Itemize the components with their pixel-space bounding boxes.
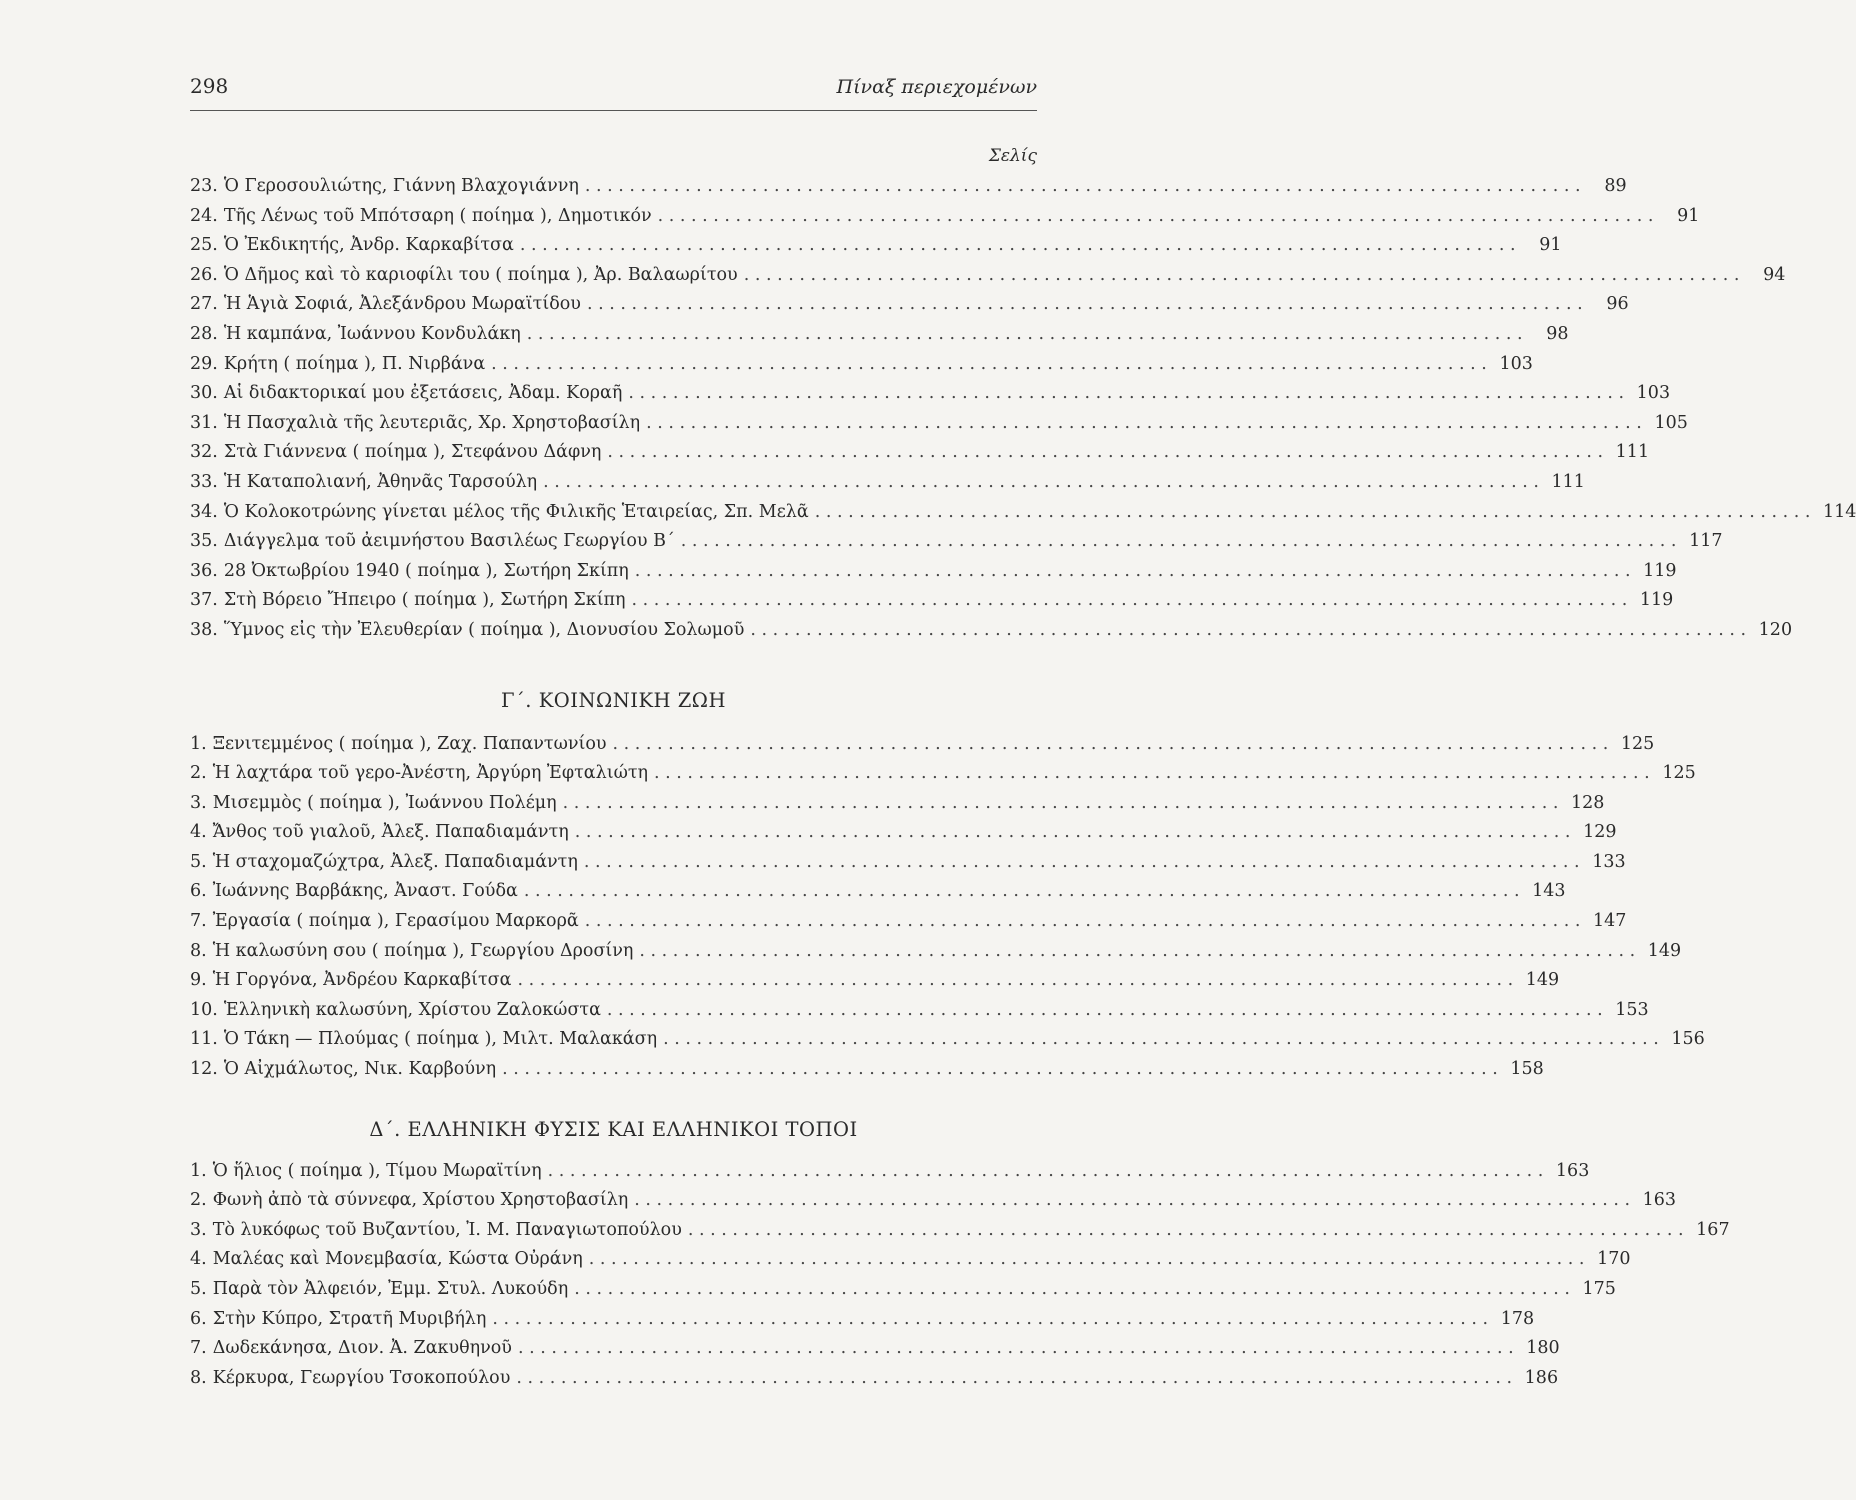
toc-entry: [190, 848, 1626, 878]
entry-number: 5.: [190, 1279, 207, 1299]
entry-page: 149: [1647, 940, 1682, 961]
entry-title: Ὕμνος εἰς τὴν Ἐλευθερίαν ( ποίημα ), Διονυσίου Σολωμοῦ: [223, 619, 745, 640]
entry-title: Ὁ ἥλιος ( ποίημα ), Τίμου Μωραϊτίνη: [212, 1160, 542, 1181]
dot-leader: [607, 996, 1603, 1026]
entry-number: 4.: [190, 1249, 207, 1270]
table-of-contents: [190, 140, 1856, 1393]
entry-title: Ἐργασία ( ποίημα ), Γερασίμου Μαρκορᾶ: [212, 911, 579, 932]
entry-number: 7.: [190, 911, 207, 932]
entry-page: 163: [1555, 1160, 1590, 1181]
dot-leader: [518, 1334, 1514, 1364]
entry-page: 156: [1671, 1029, 1705, 1050]
dot-leader: [744, 261, 1740, 291]
dot-leader: [589, 1245, 1585, 1275]
entry-title: Κέρκυρα, Γεωργίου Τσοκοπούλου: [212, 1367, 511, 1388]
dot-leader: [491, 350, 1487, 380]
entry-title: Τῆς Λένως τοῦ Μπότσαρη ( ποίημα ), Δημοτικόν: [223, 205, 652, 226]
entry-page: 89: [1604, 176, 1627, 196]
entry-page: 153: [1615, 999, 1649, 1020]
entry-title: Κρήτη ( ποίημα ), Π. Νιρβάνα: [223, 353, 486, 374]
toc-entry: [190, 261, 1786, 291]
entry-number: 11.: [190, 1029, 218, 1050]
entry-title: Ὁ Γεροσουλιώτης, Γιάννη Βλαχογιάννη: [223, 176, 579, 196]
dot-leader: [815, 498, 1811, 528]
toc-entry: [190, 907, 1627, 937]
toc-entry: [190, 877, 1566, 907]
dot-leader: [681, 527, 1677, 557]
entry-number: 1.: [190, 1160, 207, 1181]
entry-number: 7.: [190, 1338, 207, 1359]
toc-entry: [190, 616, 1793, 646]
entry-number: 31.: [190, 412, 218, 433]
dot-leader: [543, 468, 1539, 498]
page-column-label: Σελίς: [988, 146, 1037, 166]
entry-number: 2.: [190, 1190, 207, 1211]
entry-title: Παρὰ τὸν Ἀλφειόν, Ἐμμ. Στυλ. Λυκούδη: [212, 1279, 569, 1299]
entry-page: 178: [1500, 1308, 1535, 1329]
toc-entry: [190, 730, 1655, 760]
entry-number: 4.: [190, 822, 207, 843]
entry-title: Μισεμμὸς ( ποίημα ), Ἰωάννου Πολέμη: [212, 792, 557, 813]
toc-entry: [190, 172, 1627, 202]
dot-leader: [654, 759, 1650, 789]
toc-entry: [190, 290, 1629, 320]
entry-number: 2.: [190, 763, 207, 784]
entry-number: 25.: [190, 235, 218, 256]
entry-page: 117: [1689, 531, 1723, 552]
running-title: Πίναξ περιεχομένων: [836, 76, 1037, 98]
entry-title: Ἑλληνικὴ καλωσύνη, Χρίστου Ζαλοκώστα: [223, 999, 601, 1020]
entry-number: 12.: [190, 1059, 218, 1080]
entry-page: 158: [1510, 1059, 1544, 1080]
entry-page: 119: [1643, 560, 1677, 581]
entry-number: 38.: [190, 619, 218, 640]
toc-entry: [190, 350, 1533, 380]
entry-number: 9.: [190, 970, 207, 991]
entry-number: 5.: [190, 851, 207, 872]
entry-title: Ἡ Πασχαλιὰ τῆς λευτεριᾶς, Χρ. Χρηστοβασίλη: [223, 412, 641, 433]
entry-page: 128: [1570, 792, 1605, 813]
dot-leader: [516, 1364, 1512, 1394]
toc-entry: [190, 1055, 1544, 1085]
dot-leader: [635, 557, 1631, 587]
dot-leader: [574, 1275, 1570, 1305]
entry-number: 27.: [190, 294, 218, 315]
toc-entry: [190, 498, 1856, 528]
toc-entry: [190, 1364, 1559, 1394]
dot-leader: [607, 438, 1603, 468]
entry-number: 37.: [190, 590, 218, 611]
toc-entry: [190, 1334, 1560, 1364]
entry-page: 120: [1758, 619, 1793, 640]
toc-entry: [190, 1186, 1677, 1216]
dot-leader: [658, 202, 1654, 232]
toc-entry: [190, 557, 1677, 587]
entry-title: Αἱ διδακτορικαί μου ἐξετάσεις, Ἀδαμ. Κοραῆ: [223, 383, 623, 404]
dot-leader: [584, 848, 1580, 878]
entry-number: 6.: [190, 1308, 207, 1329]
entry-number: 30.: [190, 383, 218, 404]
toc-entry: [190, 409, 1688, 439]
toc-group-d: [190, 1157, 1730, 1394]
entry-number: 26.: [190, 264, 218, 285]
entry-number: 6.: [190, 881, 207, 902]
entry-number: 3.: [190, 792, 207, 813]
toc-entry: [190, 937, 1682, 967]
toc-entry: [190, 320, 1569, 350]
entry-title: 28 Ὀκτωβρίου 1940 ( ποίημα ), Σωτήρη Σκίπη: [223, 560, 629, 581]
dot-leader: [628, 379, 1624, 409]
entry-number: 23.: [190, 176, 218, 196]
dot-leader: [575, 818, 1571, 848]
entry-page: 149: [1525, 970, 1560, 991]
toc-entry: [190, 996, 1649, 1026]
entry-title: Ὁ Τάκη — Πλούμας ( ποίημα ), Μιλτ. Μαλακάση: [223, 1029, 658, 1050]
entry-title: Ὁ Αἰχμάλωτος, Νικ. Καρβούνη: [223, 1059, 497, 1080]
entry-title: Ὁ Κολοκοτρώνης γίνεται μέλος τῆς Φιλικῆς Ἑταιρείας, Σπ. Μελᾶ: [223, 501, 809, 522]
dot-leader: [632, 586, 1628, 616]
dot-leader: [563, 789, 1559, 819]
entry-title: Στὴ Βόρειο Ἤπειρο ( ποίημα ), Σωτήρη Σκίπη: [223, 590, 626, 611]
entry-page: 125: [1662, 763, 1696, 784]
entry-number: 33.: [190, 471, 218, 492]
entry-title: Ἡ Ἁγιὰ Σοφιά, Ἀλεξάνδρου Μωραϊτίδου: [223, 294, 581, 315]
entry-title: Τὸ λυκόφως τοῦ Βυζαντίου, Ἰ. Μ. Παναγιωτοπούλου: [212, 1219, 682, 1240]
entry-page: 170: [1597, 1249, 1631, 1270]
entry-title: Στὰ Γιάννενα ( ποίημα ), Στεφάνου Δάφνη: [223, 442, 602, 463]
dot-leader: [663, 1025, 1659, 1055]
entry-title: Ὁ Δῆμος καὶ τὸ καριοφίλι του ( ποίημα ), Ἀρ. Βαλαωρίτου: [223, 264, 738, 285]
toc-entry: [190, 818, 1617, 848]
page-header: [190, 70, 1037, 111]
entry-page: 147: [1593, 911, 1627, 932]
dot-leader: [639, 937, 1635, 967]
entry-number: 29.: [190, 353, 218, 374]
section-heading-d: Δ΄. ΕΛΛΗΝΙΚΗ ΦΥΣΙΣ ΚΑΙ ΕΛΛΗΝΙΚΟΙ ΤΟΠΟΙ: [369, 1117, 858, 1141]
entry-title: Στὴν Κύπρο, Στρατῆ Μυριβήλη: [212, 1308, 487, 1329]
entry-page: 129: [1583, 822, 1617, 843]
toc-entry: [190, 379, 1671, 409]
entry-title: Ἄνθος τοῦ γιαλοῦ, Ἀλεξ. Παπαδιαμάντη: [212, 822, 569, 843]
entry-number: 8.: [190, 940, 207, 961]
entry-page: 175: [1582, 1279, 1616, 1299]
entry-page: 180: [1526, 1338, 1560, 1359]
entry-number: 35.: [190, 531, 218, 552]
entry-number: 1.: [190, 733, 207, 754]
entry-page: 143: [1532, 881, 1566, 902]
toc-group-b: [190, 172, 1856, 646]
dot-leader: [646, 409, 1642, 439]
entry-title: Διάγγελμα τοῦ ἀειμνήστου Βασιλέως Γεωργίου Β΄: [223, 531, 675, 552]
entry-title: Ἡ Καταπολιανή, Ἀθηνᾶς Ταρσούλη: [223, 471, 538, 492]
toc-entry: [190, 202, 1700, 232]
entry-page: 91: [1677, 205, 1700, 226]
dot-leader: [517, 966, 1513, 996]
toc-entry: [190, 1245, 1631, 1275]
toc-entry: [190, 1157, 1590, 1187]
dot-leader: [634, 1186, 1630, 1216]
dot-leader: [585, 907, 1581, 937]
entry-title: Ἡ καμπάνα, Ἰωάννου Κονδυλάκη: [223, 323, 521, 344]
section-heading-c: Γ΄. ΚΟΙΝΩΝΙΚΗ ΖΩΗ: [501, 688, 726, 712]
dot-leader: [613, 730, 1609, 760]
entry-number: 36.: [190, 560, 218, 581]
toc-entry: [190, 231, 1562, 261]
entry-title: Ἡ λαχτάρα τοῦ γερο-Ἀνέστη, Ἀργύρη Ἐφταλιώτη: [212, 763, 648, 784]
entry-number: 24.: [190, 205, 218, 226]
dot-leader: [585, 172, 1581, 202]
toc-entry: [190, 438, 1650, 468]
entry-title: Ὁ Ἐκδικητής, Ἀνδρ. Καρκαβίτσα: [223, 235, 514, 256]
entry-page: 125: [1620, 733, 1655, 754]
entry-page: 103: [1499, 353, 1533, 374]
entry-number: 34.: [190, 501, 218, 522]
entry-page: 98: [1546, 323, 1569, 344]
entry-number: 28.: [190, 323, 218, 344]
dot-leader: [524, 877, 1520, 907]
entry-title: Δωδεκάνησα, Διον. Ἀ. Ζακυθηνοῦ: [212, 1338, 512, 1359]
entry-page: 111: [1551, 471, 1585, 492]
dot-leader: [688, 1216, 1684, 1246]
toc-entry: [190, 759, 1696, 789]
page-number: 298: [190, 74, 229, 98]
toc-entry: [190, 1305, 1535, 1335]
toc-entry: [190, 1216, 1730, 1246]
toc-entry: [190, 527, 1723, 557]
entry-title: Ἰωάννης Βαρβάκης, Ἀναστ. Γούδα: [212, 881, 518, 902]
toc-entry: [190, 586, 1674, 616]
entry-page: 96: [1606, 294, 1629, 315]
dot-leader: [502, 1055, 1498, 1085]
entry-page: 167: [1696, 1219, 1730, 1240]
dot-leader: [750, 616, 1746, 646]
entry-number: 8.: [190, 1367, 207, 1388]
entry-page: 94: [1763, 264, 1786, 285]
toc-entry: [190, 789, 1605, 819]
entry-number: 10.: [190, 999, 218, 1020]
entry-title: Ἡ Γοργόνα, Ἀνδρέου Καρκαβίτσα: [212, 970, 512, 991]
dot-leader: [492, 1305, 1488, 1335]
toc-entry: [190, 1025, 1705, 1055]
entry-title: Ἡ καλωσύνη σου ( ποίημα ), Γεωργίου Δροσίνη: [212, 940, 634, 961]
entry-page: 186: [1524, 1367, 1559, 1388]
toc-group-c: [190, 730, 1705, 1085]
toc-entry: [190, 468, 1585, 498]
entry-page: 111: [1615, 442, 1650, 463]
entry-page: 114: [1823, 501, 1856, 522]
entry-page: 105: [1654, 412, 1688, 433]
dot-leader: [520, 231, 1516, 261]
entry-page: 91: [1539, 235, 1562, 256]
entry-title: Ξενιτεμμένος ( ποίημα ), Ζαχ. Παπαντωνίου: [212, 733, 607, 754]
entry-page: 163: [1642, 1190, 1677, 1211]
toc-entry: [190, 966, 1560, 996]
entry-title: Φωνὴ ἀπὸ τὰ σύννεφα, Χρίστου Χρηστοβασίλη: [212, 1190, 629, 1211]
entry-page: 103: [1636, 383, 1671, 404]
entry-page: 133: [1592, 851, 1626, 872]
entry-title: Μαλέας καὶ Μονεμβασία, Κώστα Οὐράνη: [212, 1249, 583, 1270]
dot-leader: [587, 290, 1583, 320]
entry-number: 3.: [190, 1219, 207, 1240]
entry-page: 119: [1639, 590, 1674, 611]
entry-number: 32.: [190, 442, 218, 463]
toc-entry: [190, 1275, 1616, 1305]
dot-leader: [548, 1157, 1544, 1187]
dot-leader: [527, 320, 1523, 350]
entry-title: Ἡ σταχομαζώχτρα, Ἀλεξ. Παπαδιαμάντη: [212, 851, 578, 872]
